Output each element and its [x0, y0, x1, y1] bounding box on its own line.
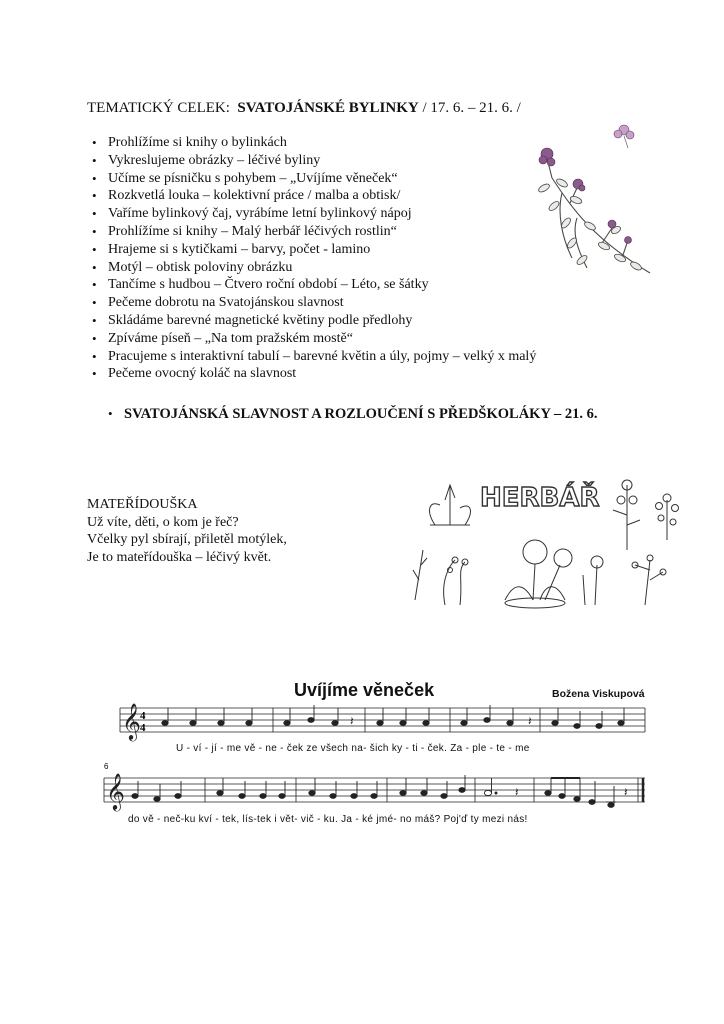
list-item: • Skládáme barevné magnetické květiny podle předlohy — [108, 312, 536, 330]
heading-topic: SVATOJÁNSKÉ BYLINKY — [237, 100, 419, 116]
list-item: • Prohlížíme si knihy o bylinkách — [108, 134, 536, 152]
thyme-illustration — [532, 118, 660, 278]
sheet-music — [90, 680, 650, 850]
final-event: • SVATOJÁNSKÁ SLAVNOST A ROZLOUČENÍ S PŘEDŠKOLÁKY – 21. 6. — [124, 406, 598, 423]
list-item: • Prohlížíme si knihy – Malý herbář léčivých rostlin“ — [108, 223, 536, 241]
poem-block — [87, 496, 287, 566]
notes-line-2 — [132, 775, 616, 807]
svg-text:𝄽: 𝄽 — [350, 714, 354, 728]
song-title: Uvíjíme věneček — [294, 680, 435, 700]
time-signature-bottom: 4 — [140, 722, 146, 734]
treble-clef-2: 𝄞 — [106, 772, 125, 810]
list-item: • Pečeme dobrotu na Svatojánskou slavnost — [108, 294, 536, 312]
staff-lines-1 — [120, 708, 645, 732]
measure-number: 6 — [104, 762, 109, 771]
herbar-label: HERBÁŘ — [480, 483, 600, 513]
song-author: Božena Viskupová — [552, 688, 645, 700]
list-item: • Hrajeme si s kytičkami – barvy, počet - lamino — [108, 241, 536, 259]
notes-line-1 — [162, 705, 624, 728]
svg-text:𝄽: 𝄽 — [515, 785, 519, 799]
lyrics-line-1: U - ví - jí - me vě - ne - ček ze všech na- šich ky - ti - ček. Za - ple - te - me — [176, 743, 530, 754]
heading-prefix: TEMATICKÝ CELEK: — [87, 100, 230, 116]
list-item: • Vykreslujeme obrázky – léčivé byliny — [108, 152, 536, 170]
list-item: • Učíme se písničku s pohybem – „Uvíjíme věneček“ — [108, 170, 536, 188]
treble-clef: 𝄞 — [122, 702, 141, 740]
poem-line: Je to mateřídouška – léčivý květ. — [87, 549, 272, 565]
activity-list — [108, 134, 536, 383]
list-item: • Zpíváme píseň – „Na tom pražském mostě“ — [108, 330, 536, 348]
list-item: • Pracujeme s interaktivní tabulí – barevné květin a úly, pojmy – velký x malý — [108, 348, 536, 366]
poem-line: Včelky pyl sbírají, přiletěl motýlek, — [87, 532, 287, 547]
list-item: • Pečeme ovocný koláč na slavnost — [108, 365, 536, 383]
list-item: • Vaříme bylinkový čaj, vyrábíme letní bylinkový nápoj — [108, 205, 536, 223]
svg-text:𝄽: 𝄽 — [528, 714, 532, 728]
herbar-illustration — [405, 470, 695, 615]
list-item: • Tančíme s hudbou – Čtvero roční období – Léto, se šátky — [108, 276, 536, 294]
time-signature-top: 4 — [140, 710, 146, 722]
list-item: • Rozkvetlá louka – kolektivní práce / malba a obtisk/ — [108, 187, 536, 205]
heading-dates: / 17. 6. – 21. 6. / — [422, 100, 521, 116]
poem-title: MATEŘÍDOUŠKA — [87, 497, 198, 512]
list-item: • Motýl – obtisk poloviny obrázku — [108, 259, 536, 277]
theme-heading — [87, 100, 521, 117]
poem-line: Už víte, děti, o kom je řeč? — [87, 514, 239, 530]
svg-text:𝄽: 𝄽 — [624, 785, 628, 799]
rests-line-2 — [515, 785, 628, 799]
lyrics-line-2: do vě - neč-ku kví - tek, lís-tek i vět- vič - ku. Ja - ké jmé- no máš? Poj'ď ty mezi nás! — [128, 814, 528, 825]
